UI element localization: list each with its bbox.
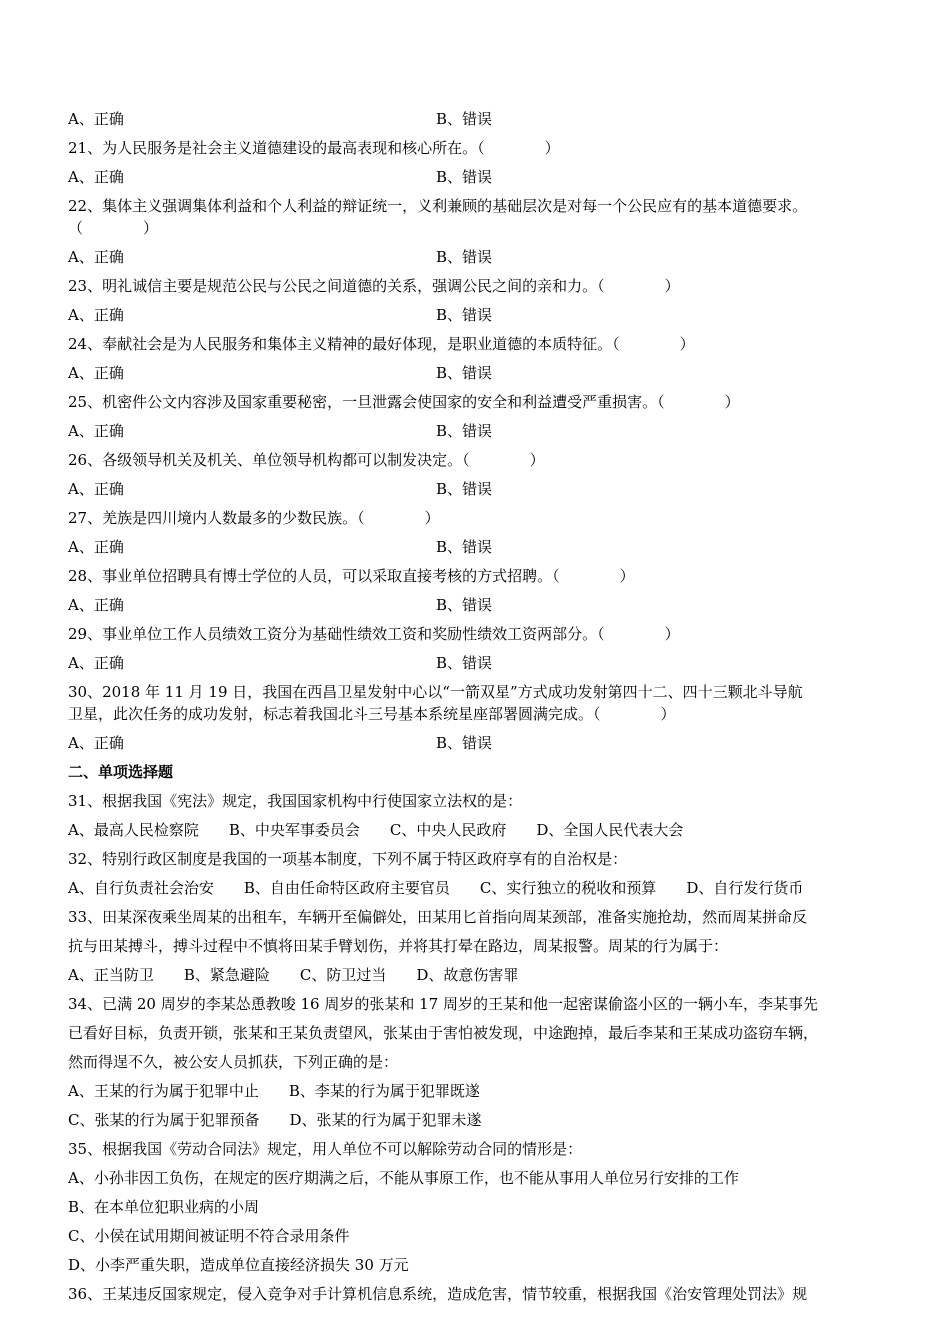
choice-row xyxy=(68,1080,888,1102)
question-29: 29、事业单位工作人员绩效工资分为基础性绩效工资和奖励性绩效工资两部分。（ ） xyxy=(68,625,680,643)
choice-a: A、王某的行为属于犯罪中止 xyxy=(68,1082,259,1100)
option-b: B、错误 xyxy=(436,306,493,324)
choice-row xyxy=(68,819,888,841)
option-b: B、错误 xyxy=(436,248,493,266)
question-22: 22、集体主义强调集体利益和个人利益的辩证统一，义利兼顾的基础层次是对每一个公民应有的基本道德要求。 xyxy=(68,197,808,215)
question-22-cont: （ ） xyxy=(68,219,159,237)
option-b: B、错误 xyxy=(436,168,493,186)
question-34-cont: 然而得逞不久，被公安人员抓获，下列正确的是： xyxy=(68,1053,399,1071)
options-row xyxy=(68,304,888,326)
option-b: B、错误 xyxy=(436,480,493,498)
options-row xyxy=(68,108,888,130)
choice-d: D、张某的行为属于犯罪未遂 xyxy=(289,1111,482,1129)
question-34-cont: 已看好目标，负责开锁，张某和王某负责望风，张某由于害怕被发现，中途跑掉，最后李某和王某成功盗窃车辆， xyxy=(68,1024,819,1042)
choice-c: C、实行独立的税收和预算 xyxy=(479,879,657,897)
choice-row xyxy=(68,1109,888,1131)
option-a: A、正确 xyxy=(68,596,124,614)
choice-c: C、小侯在试用期间被证明不符合录用条件 xyxy=(68,1227,350,1245)
question-35: 35、根据我国《劳动合同法》规定，用人单位不可以解除劳动合同的情形是： xyxy=(68,1140,583,1158)
options-row xyxy=(68,246,888,268)
choice-d: D、故意伤害罪 xyxy=(416,966,519,984)
choice-a: A、最高人民检察院 xyxy=(68,821,199,839)
question-36: 36、王某违反国家规定，侵入竞争对手计算机信息系统，造成危害，情节较重，根据我国《治安管理处罚法》规 xyxy=(68,1285,808,1303)
choice-d: D、自行发行货币 xyxy=(686,879,804,897)
question-32: 32、特别行政区制度是我国的一项基本制度，下列不属于特区政府享有的自治权是： xyxy=(68,850,628,868)
choice-a: A、小孙非因工负伤，在规定的医疗期满之后，不能从事原工作，也不能从事用人单位另行安排的工作 xyxy=(68,1169,739,1187)
question-33: 33、田某深夜乘坐周某的出租车，车辆开至偏僻处，田某用匕首指向周某颈部，准备实施抢劫，然而周某拼命反 xyxy=(68,908,808,926)
option-b: B、错误 xyxy=(436,596,493,614)
choice-b: B、李某的行为属于犯罪既遂 xyxy=(288,1082,480,1100)
option-a: A、正确 xyxy=(68,364,124,382)
choice-b: B、在本单位犯职业病的小周 xyxy=(68,1198,260,1216)
choice-c: C、中央人民政府 xyxy=(389,821,507,839)
option-b: B、错误 xyxy=(436,110,493,128)
choice-d: D、全国人民代表大会 xyxy=(536,821,684,839)
question-30: 30、2018 年 11 月 19 日，我国在西昌卫星发射中心以“一箭双星”方式成功发射第四十二、四十三颗北斗导航 xyxy=(68,683,803,701)
option-a: A、正确 xyxy=(68,110,124,128)
question-33-cont: 抗与田某搏斗，搏斗过程中不慎将田某手臂划伤，并将其打晕在路边，周某报警。周某的行为属于： xyxy=(68,937,729,955)
option-b: B、错误 xyxy=(436,538,493,556)
option-a: A、正确 xyxy=(68,734,124,752)
question-27: 27、羌族是四川境内人数最多的少数民族。（ ） xyxy=(68,509,440,527)
question-31: 31、根据我国《宪法》规定，我国国家机构中行使国家立法权的是： xyxy=(68,792,523,810)
choice-c: C、防卫过当 xyxy=(299,966,387,984)
choice-b: B、紧急避险 xyxy=(183,966,270,984)
options-row xyxy=(68,362,888,384)
choice-c: C、张某的行为属于犯罪预备 xyxy=(68,1111,260,1129)
option-b: B、错误 xyxy=(436,734,493,752)
question-25: 25、机密件公文内容涉及国家重要秘密，一旦泄露会使国家的安全和利益遭受严重损害。（ ） xyxy=(68,393,740,411)
options-row xyxy=(68,652,888,674)
question-23: 23、明礼诚信主要是规范公民与公民之间道德的关系，强调公民之间的亲和力。（ ） xyxy=(68,277,680,295)
section-title: 二、单项选择题 xyxy=(68,763,174,781)
question-34: 34、已满 20 周岁的李某怂恿教唆 16 周岁的张某和 17 周岁的王某和他一起密谋偷盗小区的一辆小车，李某事先 xyxy=(68,995,818,1013)
option-a: A、正确 xyxy=(68,168,124,186)
choice-row xyxy=(68,964,888,986)
choice-a: A、正当防卫 xyxy=(68,966,154,984)
choice-a: A、自行负责社会治安 xyxy=(68,879,214,897)
option-a: A、正确 xyxy=(68,480,124,498)
question-28: 28、事业单位招聘具有博士学位的人员，可以采取直接考核的方式招聘。（ ） xyxy=(68,567,635,585)
options-row xyxy=(68,420,888,442)
option-b: B、错误 xyxy=(436,364,493,382)
option-a: A、正确 xyxy=(68,538,124,556)
question-26: 26、各级领导机关及机关、单位领导机构都可以制发决定。（ ） xyxy=(68,451,545,469)
option-a: A、正确 xyxy=(68,306,124,324)
options-row xyxy=(68,478,888,500)
option-a: A、正确 xyxy=(68,422,124,440)
option-b: B、错误 xyxy=(436,654,493,672)
document-page xyxy=(68,108,888,1305)
options-row xyxy=(68,732,888,754)
option-a: A、正确 xyxy=(68,248,124,266)
options-row xyxy=(68,594,888,616)
question-30-cont: 卫星，此次任务的成功发射，标志着我国北斗三号基本系统星座部署圆满完成。（ ） xyxy=(68,705,676,723)
choice-b: B、自由任命特区政府主要官员 xyxy=(243,879,450,897)
choice-row xyxy=(68,877,888,899)
question-24: 24、奉献社会是为人民服务和集体主义精神的最好体现，是职业道德的本质特征。（ ） xyxy=(68,335,695,353)
options-row xyxy=(68,536,888,558)
choice-d: D、小李严重失职，造成单位直接经济损失 30 万元 xyxy=(68,1256,409,1274)
question-21: 21、为人民服务是社会主义道德建设的最高表现和核心所在。（ ） xyxy=(68,139,560,157)
option-b: B、错误 xyxy=(436,422,493,440)
options-row xyxy=(68,166,888,188)
option-a: A、正确 xyxy=(68,654,124,672)
choice-b: B、中央军事委员会 xyxy=(228,821,360,839)
